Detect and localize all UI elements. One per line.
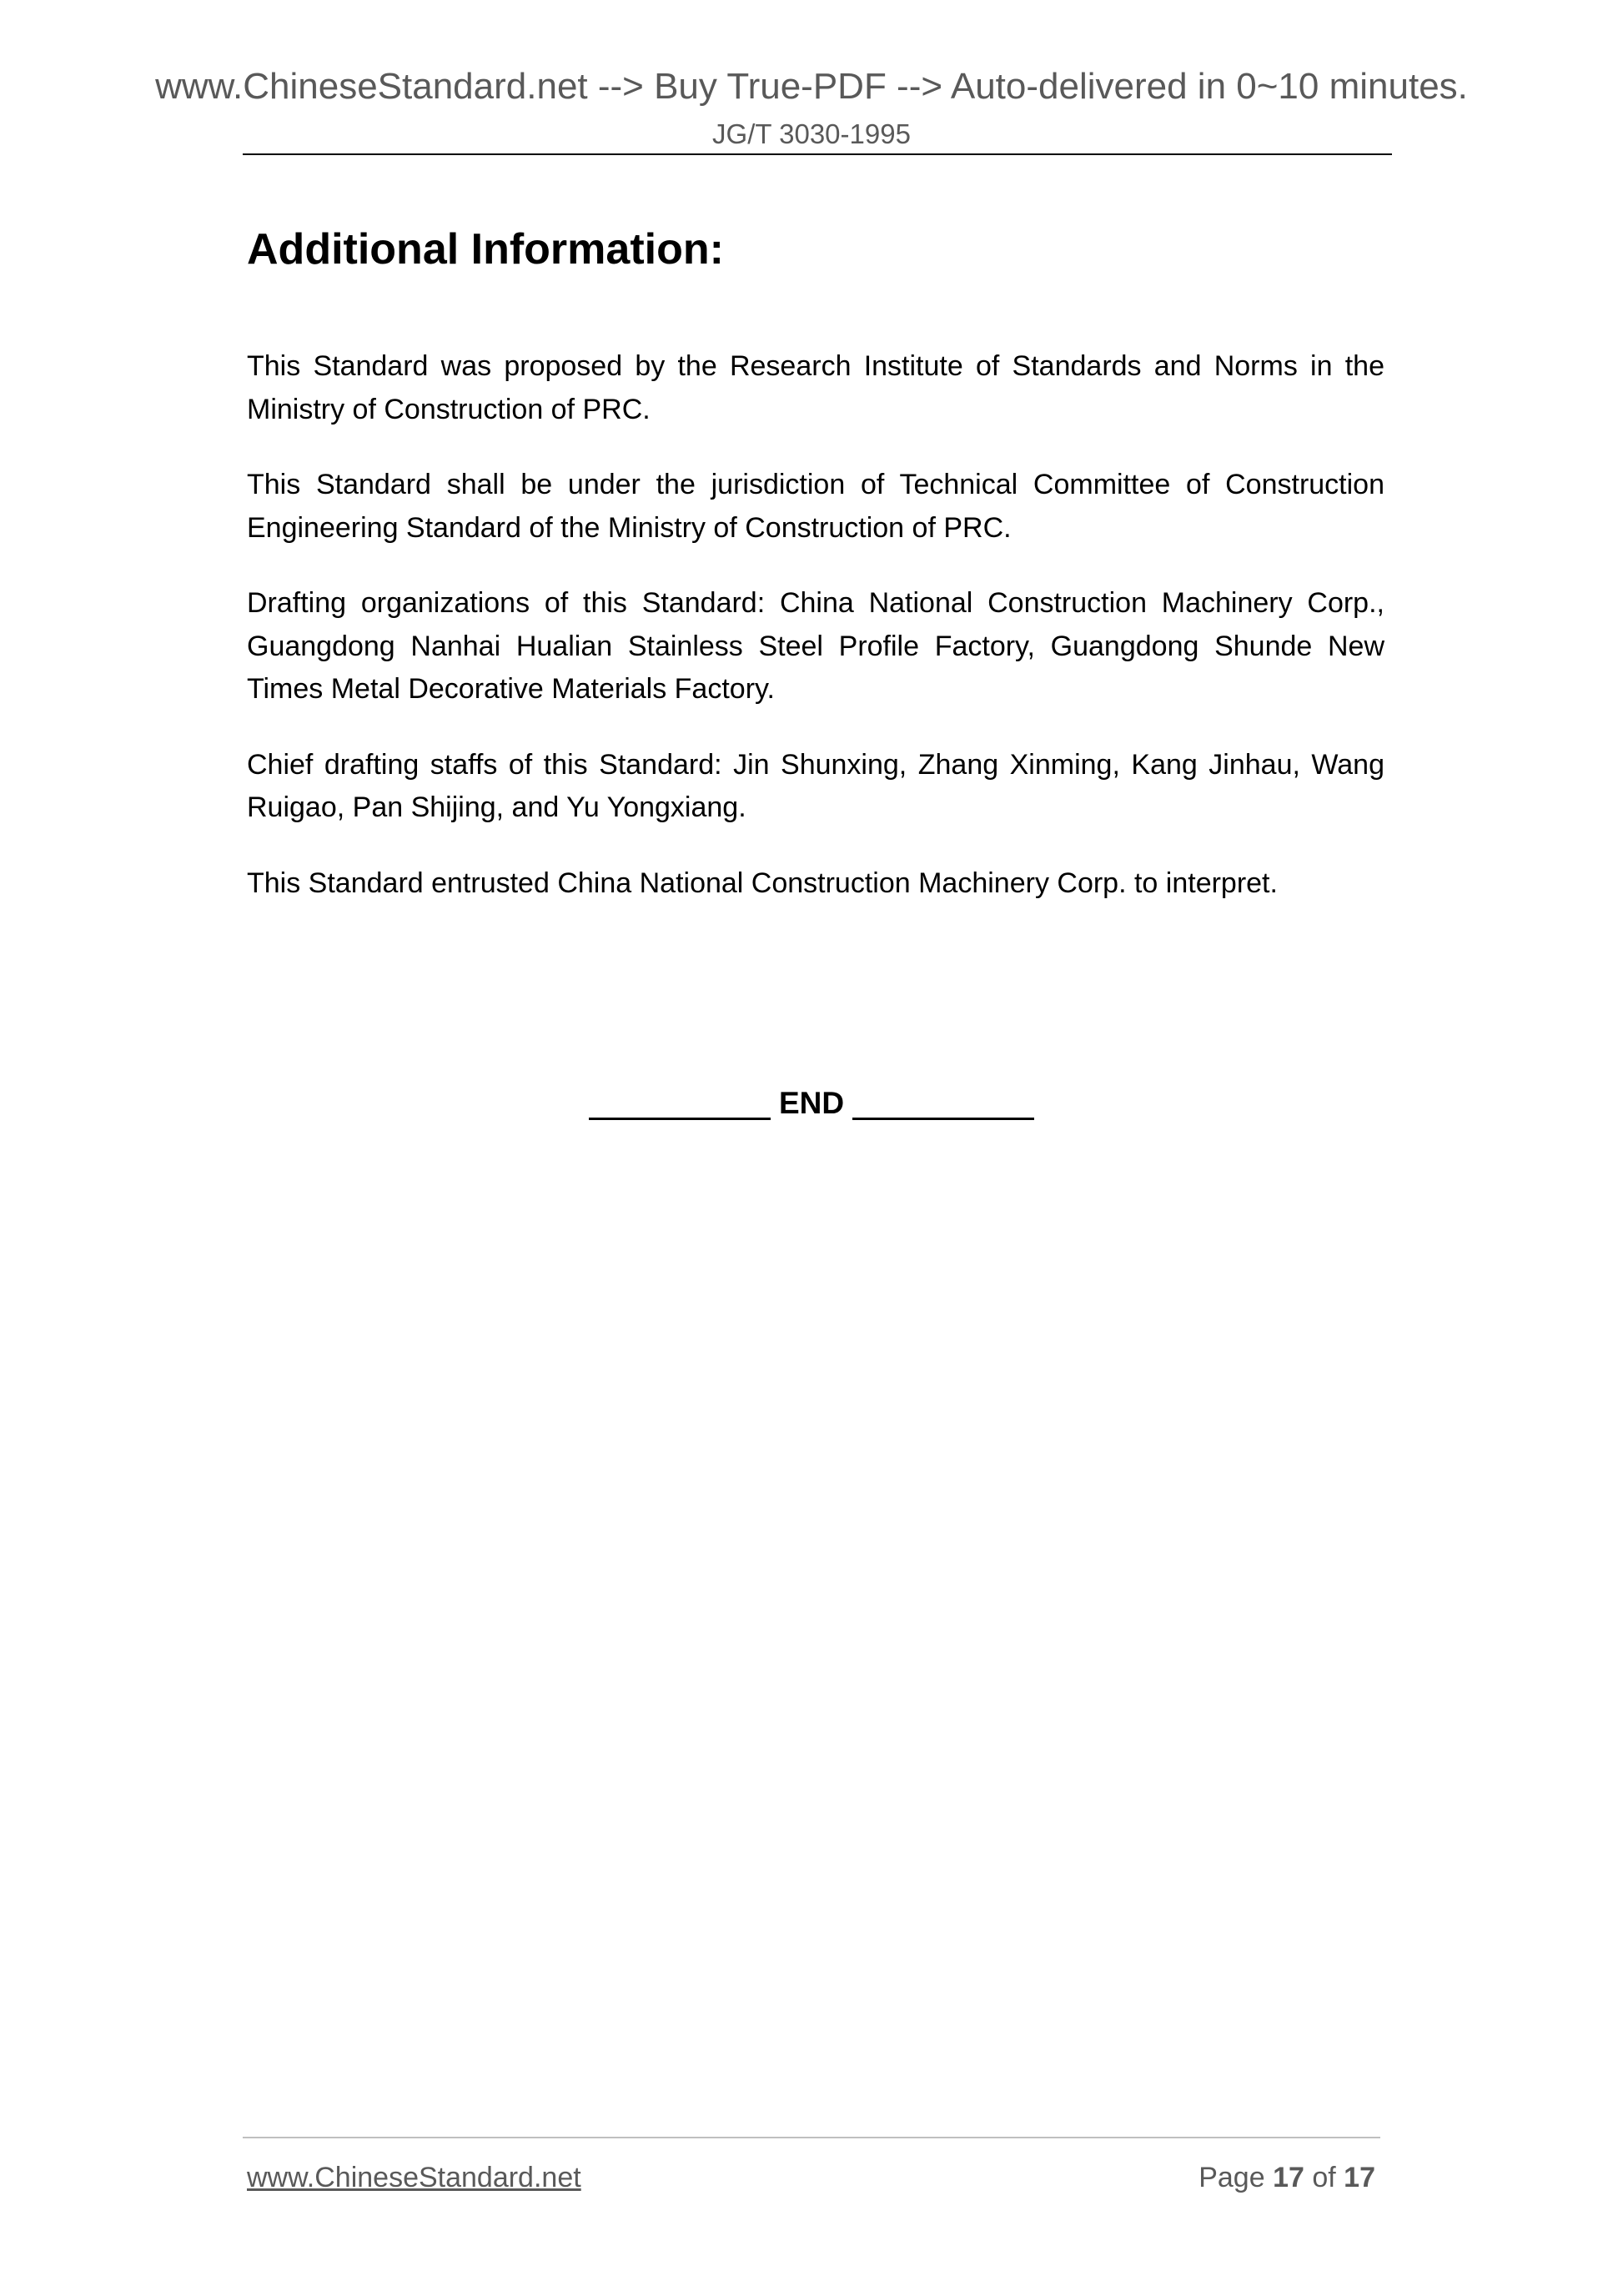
section-title: Additional Information:: [247, 225, 724, 274]
section-body: [247, 345, 1384, 937]
end-label: END: [778, 1086, 845, 1120]
page-total: 17: [1344, 2162, 1375, 2193]
page-prefix: Page: [1198, 2162, 1265, 2193]
page-separator: of: [1312, 2162, 1336, 2193]
paragraph-drafting-organizations: Drafting organizations of this Standard: China National Construction Machinery Corp., Guangdong Nanhai Hualian Stainless Steel Profile Factory, Guangdong Shunde New Times Metal Decorative Materials Factory.: [247, 587, 1384, 705]
footer-divider: [243, 2137, 1380, 2138]
standard-code: JG/T 3030-1995: [712, 118, 911, 149]
paragraph-chief-drafting-staffs: Chief drafting staffs of this Standard: Jin Shunxing, Zhang Xinming, Kang Jinhau, Wang Ruigao, Pan Shijing, and Yu Yongxiang.: [247, 748, 1384, 823]
end-line-right: [852, 1118, 1034, 1120]
page-indicator: [1198, 2160, 1375, 2195]
paragraph-proposed-by: This Standard was proposed by the Research Institute of Standards and Norms in the Ministry of Construction of PRC.: [247, 350, 1384, 425]
end-marker: [0, 1084, 1623, 1123]
page-current: 17: [1273, 2162, 1304, 2193]
paragraph-interpretation: This Standard entrusted China National Construction Machinery Corp. to interpret.: [247, 867, 1278, 899]
header-divider: [243, 153, 1392, 155]
footer-website-link[interactable]: www.ChineseStandard.net: [247, 2162, 581, 2193]
paragraph-jurisdiction: This Standard shall be under the jurisdiction of Technical Committee of Construction Engineering Standard of the Ministry of Construction of PRC.: [247, 469, 1384, 544]
header-banner: www.ChineseStandard.net --> Buy True-PDF --> Auto-delivered in 0~10 minutes.: [155, 66, 1468, 107]
end-line-left: [589, 1118, 771, 1120]
